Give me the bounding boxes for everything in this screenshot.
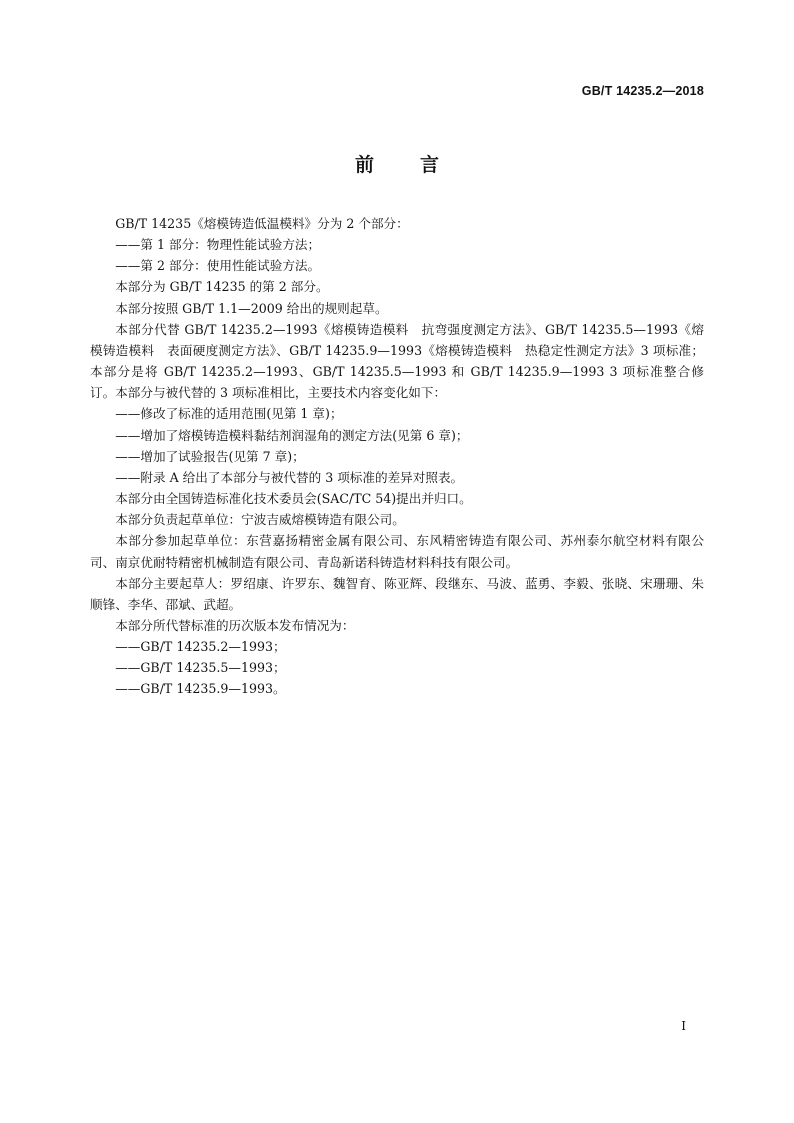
- standard-number: GB/T 14235.2—2018: [581, 84, 704, 98]
- list-item: ——GB/T 14235.2—1993；: [115, 639, 286, 655]
- page-title-char-1: 前: [354, 154, 374, 176]
- paragraph: 本部分由全国铸造标准化技术委员会(SAC/TC 54)提出并归口。: [115, 491, 472, 507]
- list-item: ——GB/T 14235.9—1993。: [115, 681, 286, 697]
- page-title-char-2: 言: [420, 154, 440, 176]
- list-item: ——GB/T 14235.5—1993；: [115, 660, 286, 676]
- paragraph: 本部分所代替标准的历次版本发布情况为：: [115, 617, 355, 633]
- list-item: ——第 1 部分：物理性能试验方法；: [115, 237, 321, 253]
- page-number: I: [681, 1019, 686, 1033]
- list-item: ——增加了熔模铸造模料黏结剂润湿角的测定方法(见第 6 章)；: [115, 427, 469, 443]
- foreword-body: [90, 213, 704, 700]
- paragraph: 本部分按照 GB/T 1.1—2009 给出的规则起草。: [115, 300, 388, 316]
- page-title: [0, 150, 794, 177]
- paragraph: GB/T 14235《熔模铸造低温模料》分为 2 个部分：: [115, 216, 409, 231]
- list-item: ——修改了标准的适用范围(见第 1 章)；: [115, 406, 343, 422]
- paragraph: 本部分主要起草人：罗绍康、许罗东、魏智育、陈亚辉、段继东、马波、蓝勇、李毅、张晓、宋珊珊、朱顺锋、李华、邵斌、武超。: [90, 575, 704, 612]
- paragraph: 本部分参加起草单位：东营嘉扬精密金属有限公司、东风精密铸造有限公司、苏州泰尔航空材料有限公司、南京优耐特精密机械制造有限公司、青岛新诺科铸造材料科技有限公司。: [90, 533, 704, 570]
- list-item: ——增加了试验报告(见第 7 章)；: [115, 448, 305, 464]
- paragraph: 本部分为 GB/T 14235 的第 2 部分。: [115, 279, 329, 295]
- list-item: ——附录 A 给出了本部分与被代替的 3 项标准的差异对照表。: [115, 469, 464, 485]
- list-item: ——第 2 部分：使用性能试验方法。: [115, 258, 321, 274]
- paragraph: 本部分代替 GB/T 14235.2—1993《熔模铸造模料 抗弯强度测定方法》、GB/T 14235.5—1993《熔模铸造模料 表面硬度测定方法》、GB/T 14235.9—1993《熔模铸造模料 热稳定性测定方法》3 项标准；本部分是将 GB/T 14235.2—1993、GB/T 14235.5—1993 和 GB/T 14235.9—1993 3 项标准整合修订。本部分与被代替的 3 项标准相比，主要技术内容变化如下：: [90, 321, 704, 401]
- paragraph: 本部分负责起草单位：宁波吉威熔模铸造有限公司。: [115, 512, 405, 528]
